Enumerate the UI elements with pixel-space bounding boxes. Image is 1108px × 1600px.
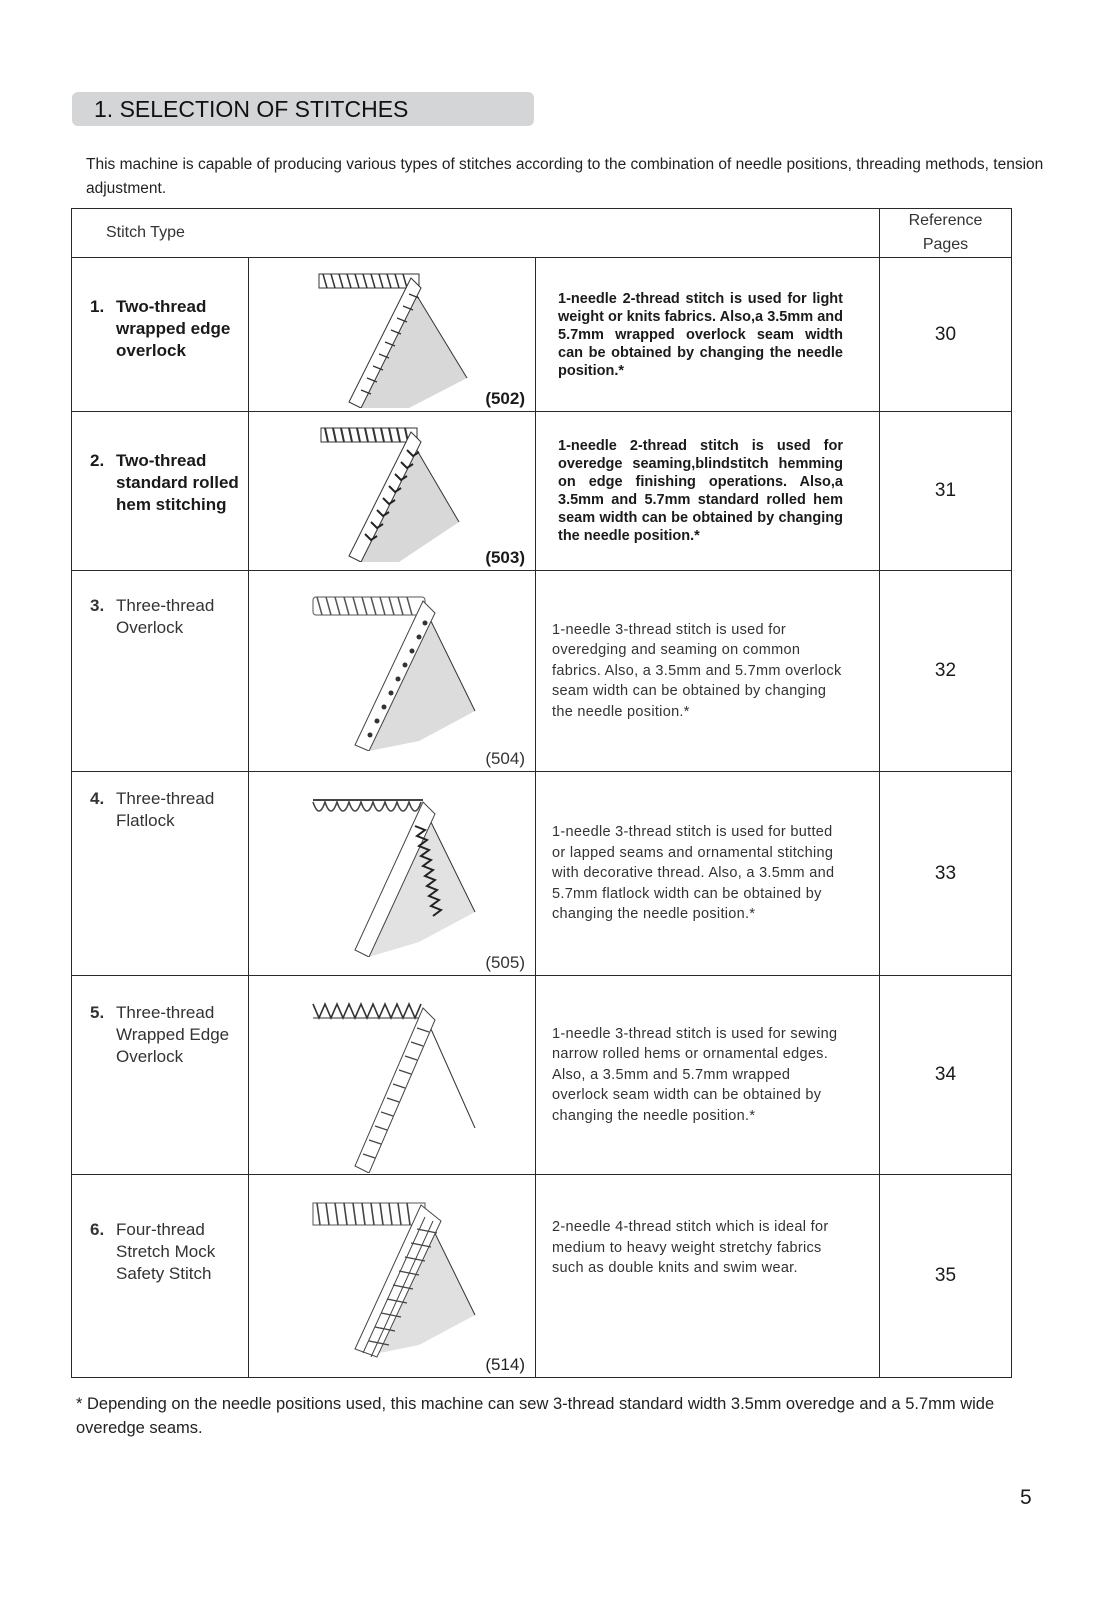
stitch-name-line: Three-thread [116,1003,215,1022]
stitch-illustration-cell [249,258,536,412]
stitch-code: (505) [485,953,525,972]
stitch-name-line: Two-thread [116,297,207,316]
stitch-code: (504) [485,749,525,768]
stitch-503-illustration-icon [299,422,479,562]
table-row [72,1175,1012,1378]
stitch-name [72,976,249,1175]
table-row [72,772,1012,976]
section-title: 1. SELECTION OF STITCHES [72,92,534,126]
stitch-name-line: wrapped edge [116,319,231,338]
header-reference-line2: Pages [922,236,969,253]
stitch-505-illustration-icon [299,792,499,957]
stitch-name-line: Four-thread [116,1220,205,1239]
stitch-number: 1. [90,297,105,316]
stitch-selection-table [71,208,1012,1378]
reference-page: 32 [880,571,1012,772]
stitch-name [72,258,249,412]
intro-paragraph: This machine is capable of producing various types of stitches according to the combination of needle positions, threading methods, tension adjustment. [86,156,1044,197]
stitch-description: 1-needle 3-thread stitch is used for butted or lapped seams and ornamental stitching with decorative thread. Also, a 3.5mm and 5.7mm flatlock width can be obtained by changing the needle position.* [536,772,880,976]
stitch-name-line: Safety Stitch [116,1264,212,1283]
reference-page: 33 [880,772,1012,976]
stitch-name [72,412,249,571]
stitch-illustration-cell [249,976,536,1175]
stitch-name [72,1175,249,1378]
header-reference-pages [880,209,1012,258]
stitch-name-line: overlock [116,341,186,360]
table-row [72,571,1012,772]
stitch-description: 1-needle 3-thread stitch is used for overedging and seaming on common fabrics. Also, a 3.5mm and 5.7mm overlock seam width can be obtained by changing the needle position.* [536,571,880,772]
stitch-number: 5. [90,1003,105,1022]
stitch-504-illustration-icon [299,591,499,751]
stitch-name [72,571,249,772]
reference-page: 34 [880,976,1012,1175]
stitch-name-line: Overlock [116,1047,184,1066]
table-header-row [72,209,1012,258]
header-stitch-type: Stitch Type [72,209,880,258]
reference-page: 30 [880,258,1012,412]
stitch-number: 6. [90,1220,105,1239]
table-row [72,412,1012,571]
stitch-illustration-cell [249,772,536,976]
reference-page: 35 [880,1175,1012,1378]
stitch-name-line: Flatlock [116,811,175,830]
footnote: * Depending on the needle positions used, this machine can sew 3-thread standard width 3.5mm overedge and a 5.7mm wide overedge seams. [76,1395,995,1437]
stitch-number: 4. [90,789,105,808]
stitch-description: 1-needle 3-thread stitch is used for sewing narrow rolled hems or ornamental edges. Also, a 3.5mm and 5.7mm wrapped overlock seam width can be obtained by changing the needle position.* [536,976,880,1175]
stitch-illustration-cell [249,412,536,571]
header-reference-line1: Reference [908,212,983,229]
stitch-514-illustration-icon [299,1195,499,1360]
stitch-name-line: standard rolled [116,473,239,492]
stitch-illustration-cell [249,1175,536,1378]
stitch-name-line: Three-thread [116,596,215,615]
stitch-506-illustration-icon [299,998,499,1173]
stitch-description: 2-needle 4-thread stitch which is ideal for medium to heavy weight stretchy fabrics such as double knits and swim wear. [536,1175,880,1378]
stitch-name-line: Two-thread [116,451,207,470]
stitch-code: (503) [485,548,525,567]
stitch-name-line: Overlock [116,618,184,637]
stitch-description: 1-needle 2-thread stitch is used for overedge seaming,blindstitch hemming on edge finishing operations. Also,a 3.5mm and 5.7mm standard rolled hem seam width can be obtained by changing the needle position.* [536,412,880,571]
stitch-number: 3. [90,596,105,615]
stitch-number: 2. [90,451,105,470]
page-number: 5 [1020,1486,1032,1509]
stitch-name-line: Wrapped Edge [116,1025,230,1044]
stitch-code: (514) [485,1355,525,1374]
stitch-name-line: Three-thread [116,789,215,808]
stitch-illustration-cell [249,571,536,772]
reference-page: 31 [880,412,1012,571]
stitch-code: (502) [485,389,525,408]
stitch-name-line: hem stitching [116,495,227,514]
stitch-name [72,772,249,976]
stitch-description: 1-needle 2-thread stitch is used for light weight or knits fabrics. Also,a 3.5mm and 5.7mm wrapped overlock seam width can be obtained by changing the needle position.* [536,258,880,412]
table-row [72,258,1012,412]
stitch-name-line: Stretch Mock [116,1242,216,1261]
stitch-502-illustration-icon [299,268,479,408]
table-row [72,976,1012,1175]
